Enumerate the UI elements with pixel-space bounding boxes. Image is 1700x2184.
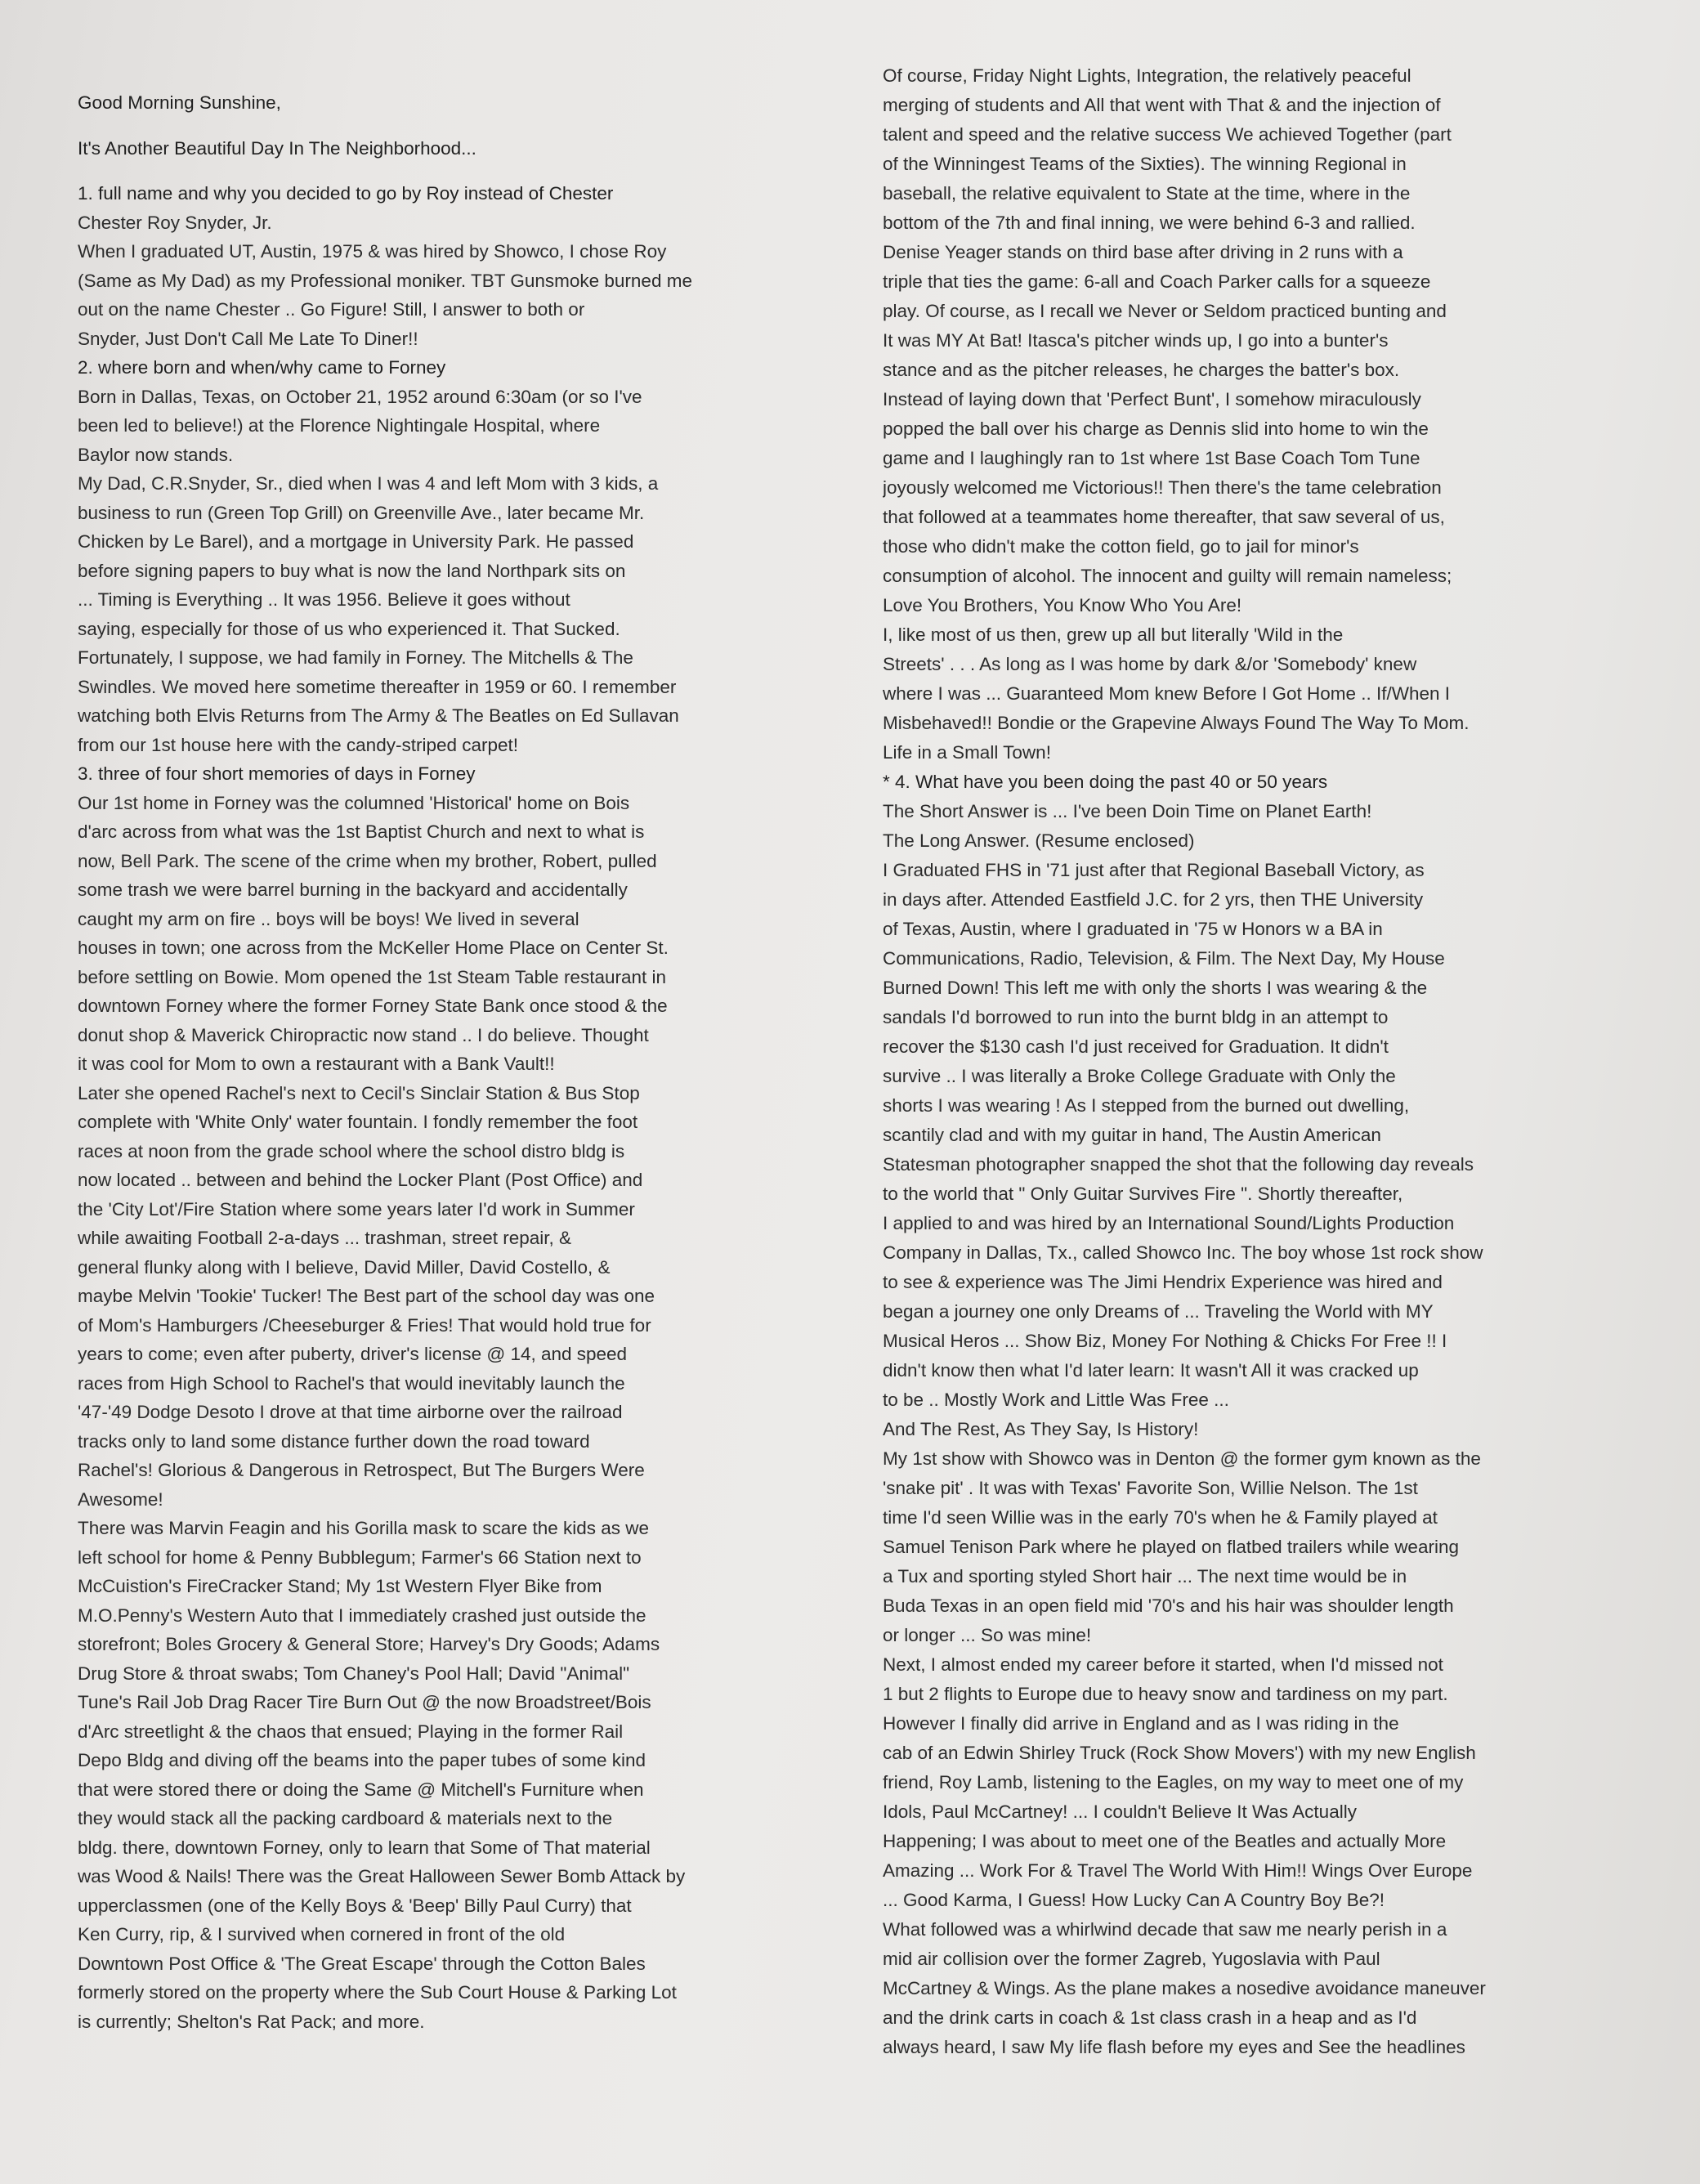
text-line: 1 but 2 flights to Europe due to heavy snow and tardiness on my part. (883, 1684, 1448, 1704)
text-line: Rachel's! Glorious & Dangerous in Retrospect, But The Burgers Were (78, 1460, 645, 1480)
text-line: or longer ... So was mine! (883, 1625, 1092, 1645)
text-line: complete with 'White Only' water fountain. I fondly remember the foot (78, 1112, 638, 1132)
text-line: Awesome! (78, 1488, 163, 1510)
text-line: a Tux and sporting styled Short hair ... The next time would be in (883, 1566, 1407, 1587)
text-line: triple that ties the game: 6-all and Coach Parker calls for a squeeze (883, 271, 1431, 292)
text-line: now located .. between and behind the Locker Plant (Post Office) and (78, 1170, 643, 1190)
text-line: in days after. Attended Eastfield J.C. for 2 yrs, then THE University (883, 889, 1424, 910)
text-line: ... Good Karma, I Guess! How Lucky Can A Country Boy Be?! (883, 1890, 1385, 1910)
text-line: left school for home & Penny Bubblegum; Farmer's 66 Station next to (78, 1546, 642, 1568)
text-line: saying, especially for those of us who experienced it. That Sucked. (78, 618, 620, 639)
text-line: Samuel Tenison Park where he played on flatbed trailers while wearing (883, 1537, 1459, 1557)
text-line: ... Timing is Everything .. It was 1956. Believe it goes without (78, 589, 570, 610)
text-line: merging of students and All that went with That & and the injection of (883, 95, 1441, 115)
text-line: began a journey one only Dreams of ... Traveling the World with MY (883, 1301, 1434, 1322)
text-line: Life in a Small Town! (883, 742, 1051, 763)
text-line: Depo Bldg and diving off the beams into the paper tubes of some kind (78, 1750, 646, 1770)
text-line: bottom of the 7th and final inning, we were behind 6-3 and rallied. (883, 213, 1416, 233)
text-line: game and I laughingly ran to 1st where 1st Base Coach Tom Tune (883, 448, 1420, 468)
left-column (78, 88, 805, 2036)
text-line: sandals I'd borrowed to run into the burnt bldg in an attempt to (883, 1007, 1389, 1027)
text-line: The Long Answer. (Resume enclosed) (883, 830, 1195, 851)
text-line: Downtown Post Office & 'The Great Escape' through the Cotton Bales (78, 1953, 646, 1974)
text-line: storefront; Boles Grocery & General Store; Harvey's Dry Goods; Adams (78, 1634, 660, 1654)
text-line: of the Winningest Teams of the Sixties). The winning Regional in (883, 154, 1407, 174)
text-line: play. Of course, as I recall we Never or Seldom practiced bunting and (883, 301, 1447, 321)
text-line: Snyder, Just Don't Call Me Late To Diner!! (78, 328, 418, 349)
text-line: Misbehaved!! Bondie or the Grapevine Always Found The Way To Mom. (883, 713, 1470, 733)
text-line: time I'd seen Willie was in the early 70's when he & Family played at (883, 1507, 1438, 1528)
text-line: popped the ball over his charge as Dennis slid into home to win the (883, 418, 1429, 439)
text-line: those who didn't make the cotton field, go to jail for minor's (883, 536, 1359, 557)
text-line: I Graduated FHS in '71 just after that Regional Baseball Victory, as (883, 860, 1425, 880)
text-line: is currently; Shelton's Rat Pack; and more. (78, 2011, 425, 2032)
text-line: Drug Store & throat swabs; Tom Chaney's Pool Hall; David "Animal" (78, 1663, 630, 1684)
text-line: it was cool for Mom to own a restaurant with a Bank Vault!! (78, 1054, 555, 1074)
left-column-lines (78, 179, 805, 2036)
text-line: Fortunately, I suppose, we had family in Forney. The Mitchells & The (78, 647, 633, 668)
question-heading: * 4. What have you been doing the past 40 or 50 years (883, 772, 1328, 792)
text-line: shorts I was wearing ! As I stepped from the burned out dwelling, (883, 1095, 1410, 1116)
text-line: of Texas, Austin, where I graduated in '75 w Honors w a BA in (883, 919, 1383, 939)
text-line: '47-'49 Dodge Desoto I drove at that time airborne over the railroad (78, 1402, 623, 1422)
text-line: friend, Roy Lamb, listening to the Eagles, on my way to meet one of my (883, 1772, 1464, 1792)
text-line: My Dad, C.R.Snyder, Sr., died when I was 4 and left Mom with 3 kids, a (78, 473, 659, 494)
text-line: M.O.Penny's Western Auto that I immediately crashed just outside the (78, 1604, 646, 1626)
text-line: Instead of laying down that 'Perfect Bunt', I somehow miraculously (883, 389, 1421, 410)
text-line: maybe Melvin 'Tookie' Tucker! The Best part of the school day was one (78, 1286, 655, 1306)
text-line: downtown Forney where the former Forney State Bank once stood & the (78, 996, 668, 1016)
text-line: Company in Dallas, Tx., called Showco Inc. The boy whose 1st rock show (883, 1242, 1483, 1263)
text-line: out on the name Chester .. Go Figure! Still, I answer to both or (78, 299, 585, 320)
text-line: where I was ... Guaranteed Mom knew Before I Got Home .. If/When I (883, 683, 1451, 704)
text-line: Happening; I was about to meet one of the Beatles and actually More (883, 1831, 1447, 1851)
text-line: years to come; even after puberty, driver's license @ 14, and speed (78, 1344, 628, 1364)
text-line: d'Arc streetlight & the chaos that ensued; Playing in the former Rail (78, 1721, 624, 1742)
text-line: while awaiting Football 2-a-days ... trashman, street repair, & (78, 1228, 572, 1248)
text-line: that were stored there or doing the Same @ Mitchell's Furniture when (78, 1779, 644, 1800)
question-heading: 3. three of four short memories of days in Forney (78, 763, 476, 784)
text-line: races from High School to Rachel's that would inevitably launch the (78, 1372, 625, 1394)
text-line: always heard, I saw My life flash before my eyes and See the headlines (883, 2037, 1465, 2057)
text-line: McCuistion's FireCracker Stand; My 1st Western Flyer Bike from (78, 1576, 602, 1596)
text-line: watching both Elvis Returns from The Army & The Beatles on Ed Sullavan (78, 705, 679, 726)
text-line: now, Bell Park. The scene of the crime when my brother, Robert, pulled (78, 850, 657, 871)
text-line: Next, I almost ended my career before it started, when I'd missed not (883, 1654, 1443, 1675)
text-line: The Short Answer is ... I've been Doin Time on Planet Earth! (883, 801, 1372, 821)
text-line: houses in town; one across from the McKeller Home Place on Center St. (78, 938, 669, 958)
text-line: When I graduated UT, Austin, 1975 & was hired by Showco, I chose Roy (78, 241, 667, 262)
text-line: that followed at a teammates home thereafter, that saw several of us, (883, 507, 1445, 527)
question-heading: 2. where born and when/why came to Forney (78, 357, 446, 378)
text-line: My 1st show with Showco was in Denton @ the former gym known as the (883, 1448, 1481, 1469)
text-line: Love You Brothers, You Know Who You Are! (883, 595, 1242, 615)
text-line: they would stack all the packing cardboard & materials next to the (78, 1808, 613, 1828)
text-line: joyously welcomed me Victorious!! Then there's the tame celebration (883, 477, 1442, 498)
text-line: recover the $130 cash I'd just received for Graduation. It didn't (883, 1036, 1389, 1057)
text-line: talent and speed and the relative success We achieved Together (part (883, 124, 1452, 145)
opening-line: It's Another Beautiful Day In The Neighborhood... (78, 137, 476, 159)
text-line: to the world that " Only Guitar Survives Fire ". Shortly thereafter, (883, 1184, 1403, 1204)
text-line: the 'City Lot'/Fire Station where some years later I'd work in Summer (78, 1198, 635, 1220)
text-line: upperclassmen (one of the Kelly Boys & 'Beep' Billy Paul Curry) that (78, 1895, 632, 1916)
text-line: donut shop & Maverick Chiropractic now stand .. I do believe. Thought (78, 1024, 649, 1045)
text-line: general flunky along with I believe, David Miller, David Costello, & (78, 1256, 611, 1278)
text-line: Chicken by Le Barel), and a mortgage in University Park. He passed (78, 531, 634, 552)
text-line: Burned Down! This left me with only the shorts I was wearing & the (883, 978, 1428, 998)
text-line: Of course, Friday Night Lights, Integration, the relatively peaceful (883, 65, 1411, 86)
text-line: was Wood & Nails! There was the Great Halloween Sewer Bomb Attack by (78, 1866, 686, 1886)
text-line: What followed was a whirlwind decade that saw me nearly perish in a (883, 1919, 1447, 1940)
text-line: I applied to and was hired by an International Sound/Lights Production (883, 1213, 1455, 1233)
text-line: some trash we were barrel burning in the backyard and accidentally (78, 879, 628, 900)
text-line: Later she opened Rachel's next to Cecil's Sinclair Station & Bus Stop (78, 1082, 640, 1103)
text-line: scantily clad and with my guitar in hand, The Austin American (883, 1125, 1381, 1145)
text-line: didn't know then what I'd later learn: It wasn't All it was cracked up (883, 1360, 1419, 1381)
text-line: Born in Dallas, Texas, on October 21, 1952 around 6:30am (or so I've (78, 386, 642, 407)
right-column (883, 61, 1577, 2062)
spacer (78, 163, 805, 179)
text-line: consumption of alcohol. The innocent and guilty will remain nameless; (883, 566, 1452, 586)
text-line: Denise Yeager stands on third base after driving in 2 runs with a (883, 242, 1403, 262)
text-line: mid air collision over the former Zagreb, Yugoslavia with Paul (883, 1949, 1380, 1969)
question-heading: 1. full name and why you decided to go by Roy instead of Chester (78, 183, 614, 204)
text-line: Musical Heros ... Show Biz, Money For Nothing & Chicks For Free !! I (883, 1331, 1447, 1351)
text-line: to see & experience was The Jimi Hendrix Experience was hired and (883, 1272, 1443, 1292)
text-line: And The Rest, As They Say, Is History! (883, 1419, 1199, 1439)
text-line: bldg. there, downtown Forney, only to learn that Some of That material (78, 1837, 651, 1858)
text-line: Ken Curry, rip, & I survived when cornered in front of the old (78, 1924, 566, 1945)
text-line: formerly stored on the property where the Sub Court House & Parking Lot (78, 1982, 677, 2003)
text-line: stance and as the pitcher releases, he charges the batter's box. (883, 360, 1400, 380)
text-line: Baylor now stands. (78, 444, 234, 465)
text-line: and the drink carts in coach & 1st class crash in a heap and as I'd (883, 2007, 1417, 2028)
text-line: to be .. Mostly Work and Little Was Free ... (883, 1390, 1229, 1410)
text-line: However I finally did arrive in England and as I was riding in the (883, 1713, 1399, 1734)
text-line: races at noon from the grade school where the school distro bldg is (78, 1140, 625, 1161)
text-line: I, like most of us then, grew up all but literally 'Wild in the (883, 624, 1344, 645)
text-line: McCartney & Wings. As the plane makes a nosedive avoidance maneuver (883, 1978, 1486, 1998)
text-line: baseball, the relative equivalent to State at the time, where in the (883, 183, 1411, 204)
text-line: 'snake pit' . It was with Texas' Favorite Son, Willie Nelson. The 1st (883, 1478, 1418, 1498)
text-line: tracks only to land some distance further down the road toward (78, 1430, 590, 1452)
text-line: Streets' . . . As long as I was home by dark &/or 'Somebody' knew (883, 654, 1417, 674)
text-line: Chester Roy Snyder, Jr. (78, 212, 272, 233)
text-line: been led to believe!) at the Florence Nightingale Hospital, where (78, 415, 601, 436)
text-line: Statesman photographer snapped the shot that the following day reveals (883, 1154, 1474, 1175)
right-column-lines (883, 61, 1577, 2062)
text-line: There was Marvin Feagin and his Gorilla mask to scare the kids as we (78, 1518, 650, 1538)
text-line: business to run (Green Top Grill) on Greenville Ave., later became Mr. (78, 502, 645, 523)
text-line: Our 1st home in Forney was the columned 'Historical' home on Bois (78, 792, 630, 813)
text-line: d'arc across from what was the 1st Baptist Church and next to what is (78, 821, 645, 842)
text-line: survive .. I was literally a Broke College Graduate with Only the (883, 1066, 1396, 1086)
text-line: caught my arm on fire .. boys will be boys! We lived in several (78, 908, 579, 929)
text-line: Communications, Radio, Television, & Film. The Next Day, My House (883, 948, 1445, 969)
text-line: before signing papers to buy what is now the land Northpark sits on (78, 560, 626, 581)
text-line: of Mom's Hamburgers /Cheeseburger & Fries! That would hold true for (78, 1314, 651, 1336)
text-line: cab of an Edwin Shirley Truck (Rock Show Movers') with my new English (883, 1743, 1476, 1763)
text-line: (Same as My Dad) as my Professional moniker. TBT Gunsmoke burned me (78, 270, 692, 291)
text-line: Idols, Paul McCartney! ... I couldn't Believe It Was Actually (883, 1801, 1357, 1822)
text-line: before settling on Bowie. Mom opened the 1st Steam Table restaurant in (78, 966, 667, 987)
text-line: Tune's Rail Job Drag Racer Tire Burn Out @ the now Broadstreet/Bois (78, 1692, 651, 1712)
greeting: Good Morning Sunshine, (78, 92, 281, 113)
text-line: It was MY At Bat! Itasca's pitcher winds up, I go into a bunter's (883, 330, 1389, 351)
text-line: Buda Texas in an open field mid '70's and his hair was shoulder length (883, 1595, 1454, 1616)
spacer (78, 118, 805, 134)
text-line: Amazing ... Work For & Travel The World With Him!! Wings Over Europe (883, 1860, 1473, 1881)
text-line: Swindles. We moved here sometime thereafter in 1959 or 60. I remember (78, 676, 677, 697)
text-line: from our 1st house here with the candy-striped carpet! (78, 734, 519, 755)
